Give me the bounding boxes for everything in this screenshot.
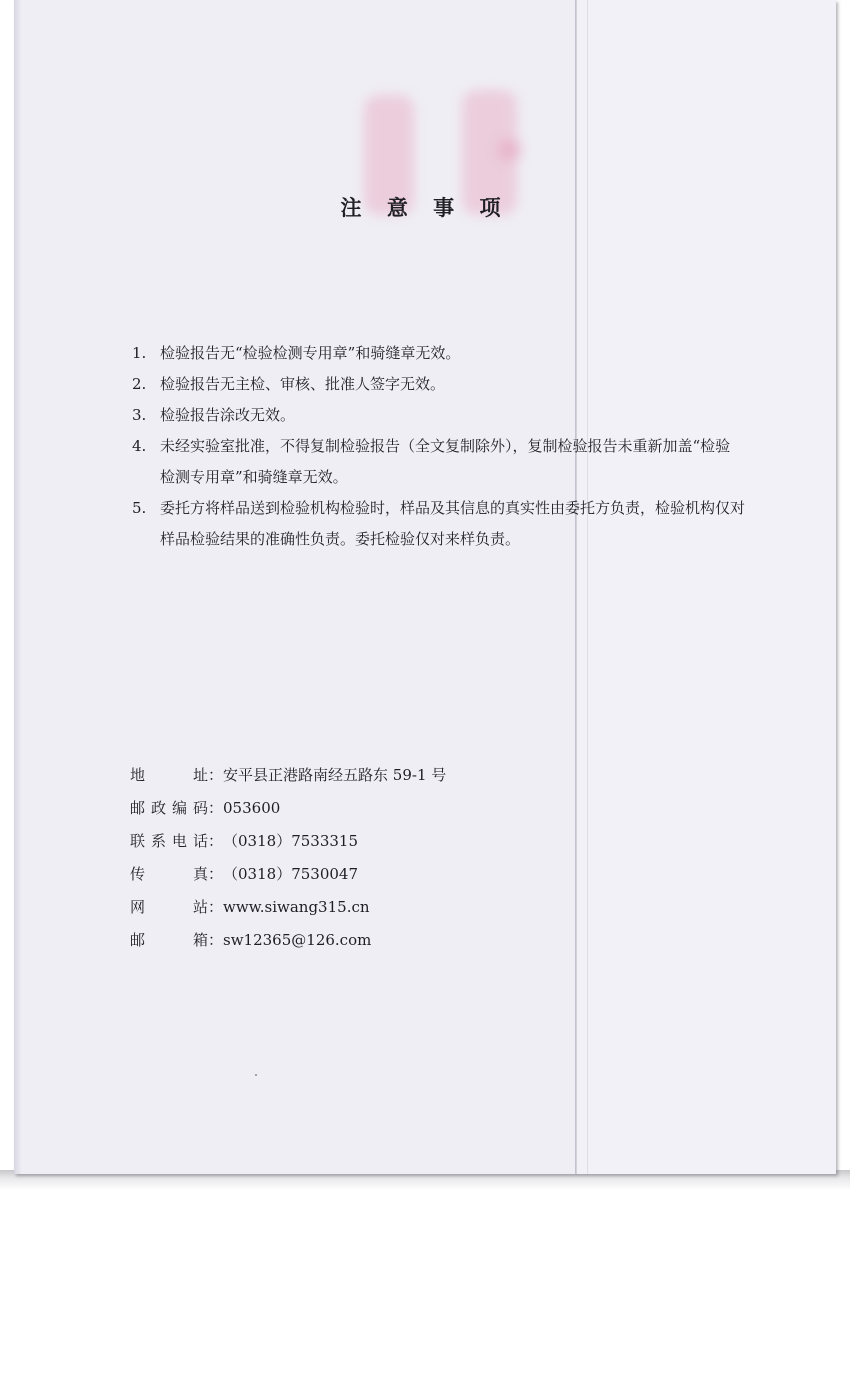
note-number: 3.	[132, 406, 147, 424]
contact-colon: ：	[208, 898, 224, 916]
page-edge-shadow	[14, 0, 22, 1174]
fold-line	[575, 0, 577, 1174]
contact-colon: ：	[208, 799, 224, 817]
document-page	[14, 0, 836, 1174]
note-text: 检验报告涂改无效。	[160, 406, 296, 424]
contact-value: sw12365@126.com	[223, 931, 372, 949]
contact-label: 网 站	[130, 898, 208, 916]
contact-label: 邮 箱	[130, 931, 208, 949]
contact-value: 053600	[223, 799, 281, 817]
note-text: 委托方将样品送到检验机构检验时，样品及其信息的真实性由委托方负责，检验机构仅对样品检验结果的准确性负责。委托检验仅对来样负责。	[160, 499, 746, 548]
note-item	[132, 493, 745, 555]
contact-email	[130, 924, 650, 957]
contact-value: 安平县正港路南经五路东 59-1 号	[223, 766, 447, 784]
contact-fax	[130, 858, 650, 891]
contact-label: 联系电话	[130, 832, 208, 850]
note-number: 5.	[132, 499, 147, 517]
note-text: 检验报告无主检、审核、批准人签字无效。	[160, 375, 446, 393]
contact-value: www.siwang315.cn	[223, 898, 370, 916]
note-item	[132, 400, 772, 431]
fold-line-secondary	[587, 0, 588, 1174]
note-number: 1.	[132, 344, 147, 362]
contact-label: 邮政编码	[130, 799, 208, 817]
note-text: 检验报告无“检验检测专用章”和骑缝章无效。	[160, 344, 461, 362]
note-number: 4.	[132, 437, 147, 455]
note-text: 未经实验室批准，不得复制检验报告（全文复制除外），复制检验报告未重新加盖“检验检测专用章”和骑缝章无效。	[160, 437, 731, 486]
contact-value: （0318）7533315	[223, 832, 358, 850]
contact-colon: ：	[208, 766, 224, 784]
page-title: 注 意 事 项	[340, 195, 510, 220]
contact-postcode	[130, 792, 650, 825]
contact-phone	[130, 825, 650, 858]
notes-list	[132, 338, 772, 555]
contact-website	[130, 891, 650, 924]
contact-label: 地 址	[130, 766, 208, 784]
contact-value: （0318）7530047	[223, 865, 358, 883]
note-item	[132, 338, 772, 369]
contact-label: 传 真	[130, 865, 208, 883]
scan-speck	[255, 1074, 257, 1076]
right-panel	[576, 0, 836, 1174]
note-number: 2.	[132, 375, 147, 393]
contact-info	[130, 759, 650, 957]
contact-colon: ：	[208, 865, 224, 883]
note-item	[132, 369, 772, 400]
contact-colon: ：	[208, 931, 224, 949]
contact-address	[130, 759, 650, 792]
note-item	[132, 431, 745, 493]
contact-colon: ：	[208, 832, 224, 850]
